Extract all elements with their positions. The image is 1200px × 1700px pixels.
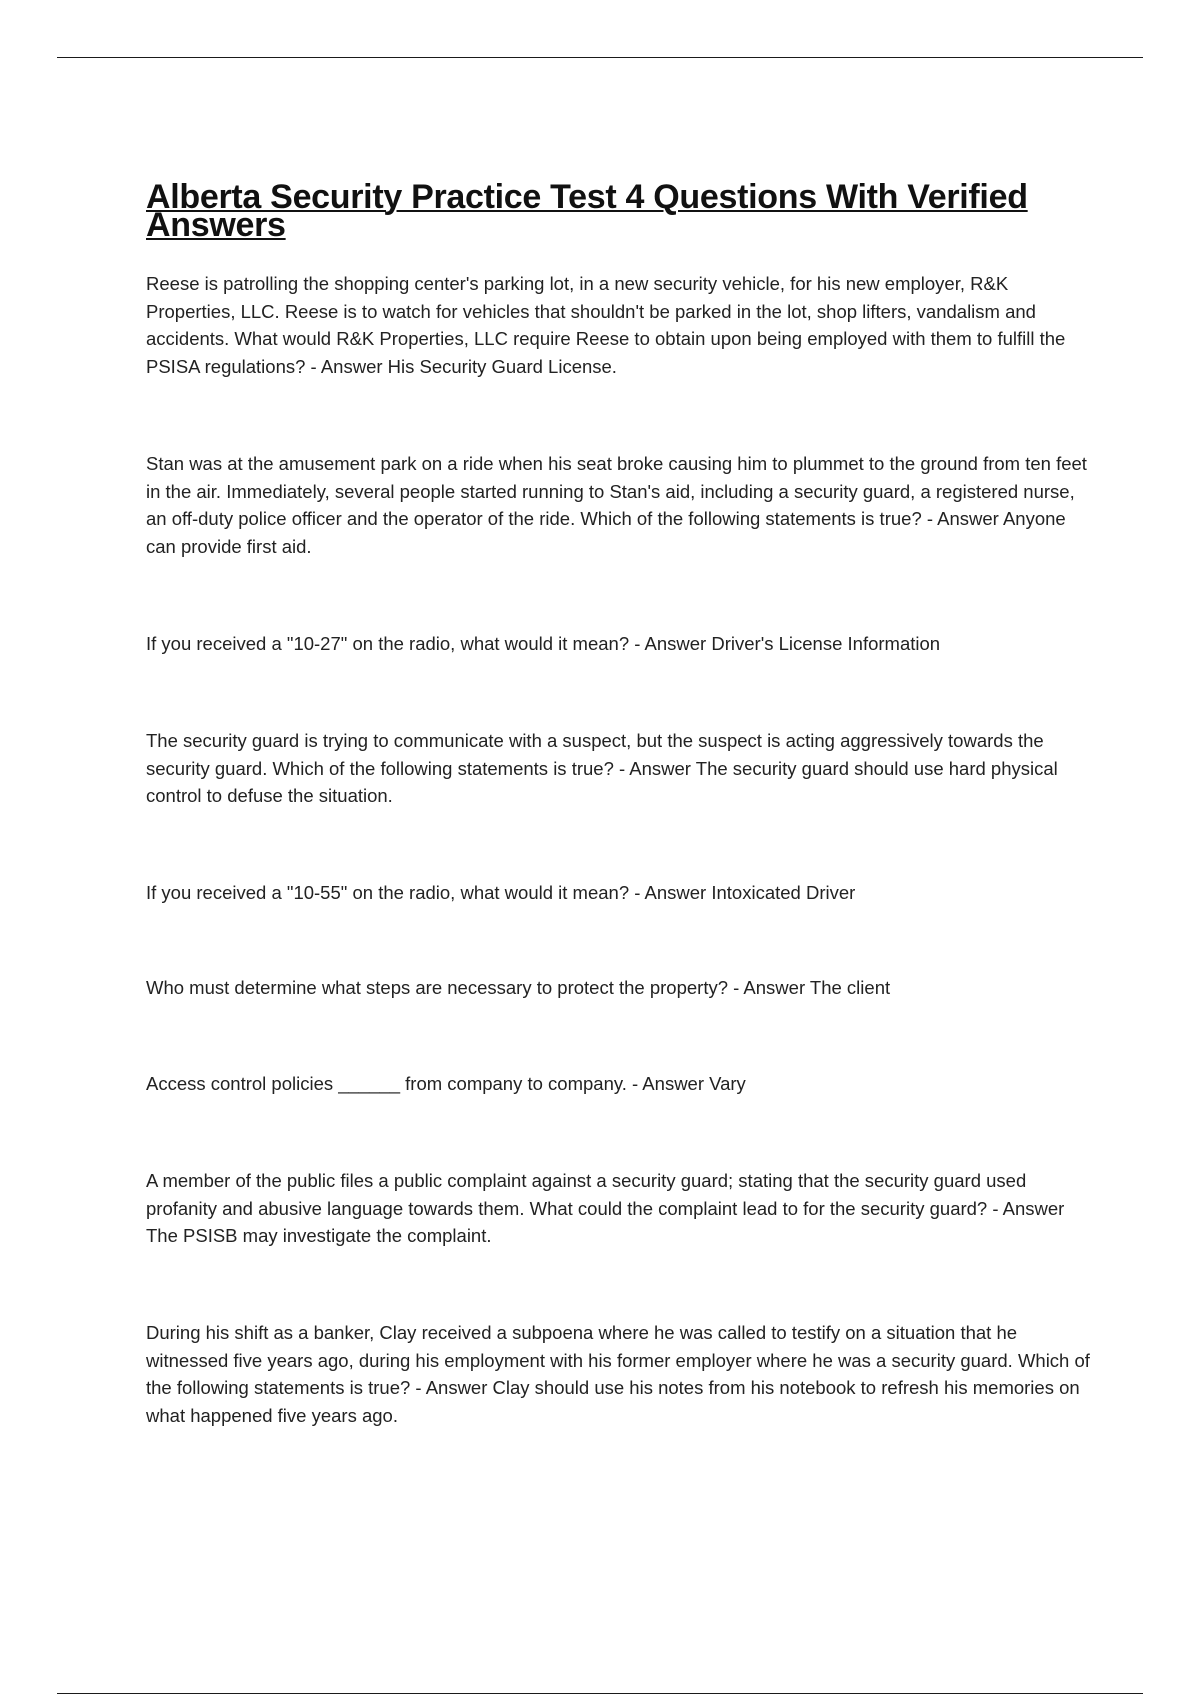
- qa-item-8: A member of the public files a public complaint against a security guard; stating that the security guard used profanity and abusive language towards them. What could the complaint lead to for the security guard? - Answer The PSISB may investigate the complaint.: [146, 1170, 1065, 1246]
- qa-item-4: The security guard is trying to communicate with a suspect, but the suspect is acting aggressively towards the security guard. Which of the following statements is true? - Answer The security guard should use hard physical control to defuse the situation.: [146, 730, 1058, 806]
- header-rule: [57, 57, 1143, 58]
- qa-item-5: If you received a "10-55" on the radio, what would it mean? - Answer Intoxicated Driver: [146, 882, 856, 903]
- qa-item-9: During his shift as a banker, Clay received a subpoena where he was called to testify on a situation that he witnessed five years ago, during his employment with his former employer where he was a security guard. Which of the following statements is true? - Answer Clay should use his notes from his notebook to refresh his memories on what happened five years ago.: [146, 1322, 1090, 1426]
- qa-item-3: If you received a "10-27" on the radio, what would it mean? - Answer Driver's License Information: [146, 633, 941, 654]
- qa-item-7: Access control policies ______ from company to company. - Answer Vary: [146, 1073, 746, 1094]
- footer-rule: [57, 1693, 1143, 1694]
- qa-item-6: Who must determine what steps are necessary to protect the property? - Answer The client: [146, 977, 891, 998]
- qa-item-1: Reese is patrolling the shopping center's parking lot, in a new security vehicle, for his new employer, R&K Properties, LLC. Reese is to watch for vehicles that shouldn't be parked in the lot, shop lifters, vandalism and accidents. What would R&K Properties, LLC require Reese to obtain upon being employed with them to fulfill the PSISA regulations? - Answer His Security Guard License.: [146, 273, 1066, 377]
- qa-item-2: Stan was at the amusement park on a ride when his seat broke causing him to plummet to the ground from ten feet in the air. Immediately, several people started running to Stan's aid, including a security guard, a registered nurse, an off-duty police officer and the operator of the ride. Which of the following statements is true? - Answer Anyone can provide first aid.: [146, 453, 1087, 557]
- document-title: Alberta Security Practice Test 4 Questions With Verified Answers: [146, 178, 1028, 244]
